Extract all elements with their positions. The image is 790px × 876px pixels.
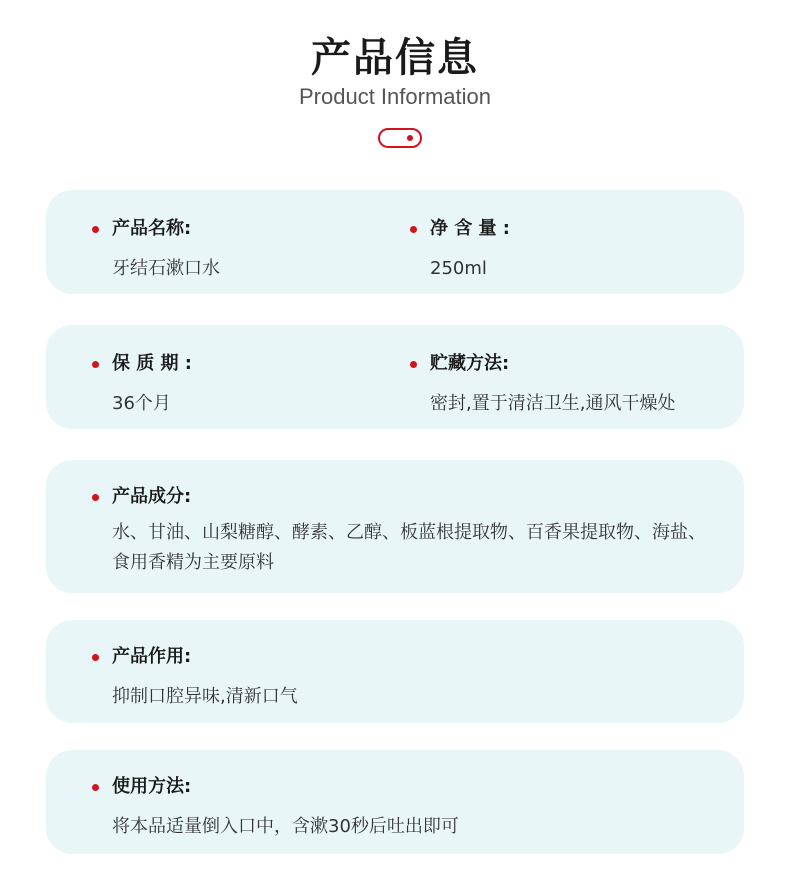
bullet-icon <box>410 361 417 368</box>
info-card-usage <box>46 750 744 854</box>
field-shelf-life <box>92 353 192 419</box>
field-value: 将本品适量倒入口中，含漱30秒后吐出即可 <box>112 816 459 837</box>
field-value: 牙结石漱口水 <box>112 258 220 279</box>
field-storage-method <box>410 353 675 419</box>
field-effect <box>92 646 298 712</box>
decorative-toggle-icon <box>378 128 422 148</box>
bullet-icon <box>92 226 99 233</box>
info-card-shelf-storage <box>46 325 744 429</box>
field-value: 抑制口腔异味,清新口气 <box>112 686 298 707</box>
bullet-icon <box>92 361 99 368</box>
field-label: 净 含 量 : <box>430 218 510 239</box>
field-label: 产品作用: <box>112 646 192 667</box>
bullet-icon <box>92 654 99 661</box>
page-subtitle: Product Information <box>299 84 491 109</box>
field-value: 水、甘油、山梨糖醇、酵素、乙醇、板蓝根提取物、百香果提取物、海盐、食用香精为主要原料 <box>112 522 706 573</box>
info-card-name-volume <box>46 190 744 294</box>
field-net-volume <box>410 218 510 284</box>
info-card-effect <box>46 620 744 723</box>
page-title: 产品信息 <box>311 35 479 81</box>
toggle-dot <box>407 135 413 141</box>
field-label: 保 质 期 : <box>112 353 192 374</box>
bullet-icon <box>92 494 99 501</box>
bullet-icon <box>92 784 99 791</box>
field-label: 贮藏方法: <box>430 353 510 374</box>
bullet-icon <box>410 226 417 233</box>
field-ingredients <box>92 486 722 578</box>
field-value: 36个月 <box>112 393 171 414</box>
field-label: 使用方法: <box>112 776 192 797</box>
field-value: 密封,置于清洁卫生,通风干燥处 <box>430 393 676 414</box>
field-product-name <box>92 218 220 284</box>
field-usage <box>92 776 459 842</box>
field-label: 产品成分: <box>112 486 192 507</box>
field-value: 250ml <box>430 258 487 279</box>
field-label: 产品名称: <box>112 218 192 239</box>
info-card-ingredients <box>46 460 744 593</box>
